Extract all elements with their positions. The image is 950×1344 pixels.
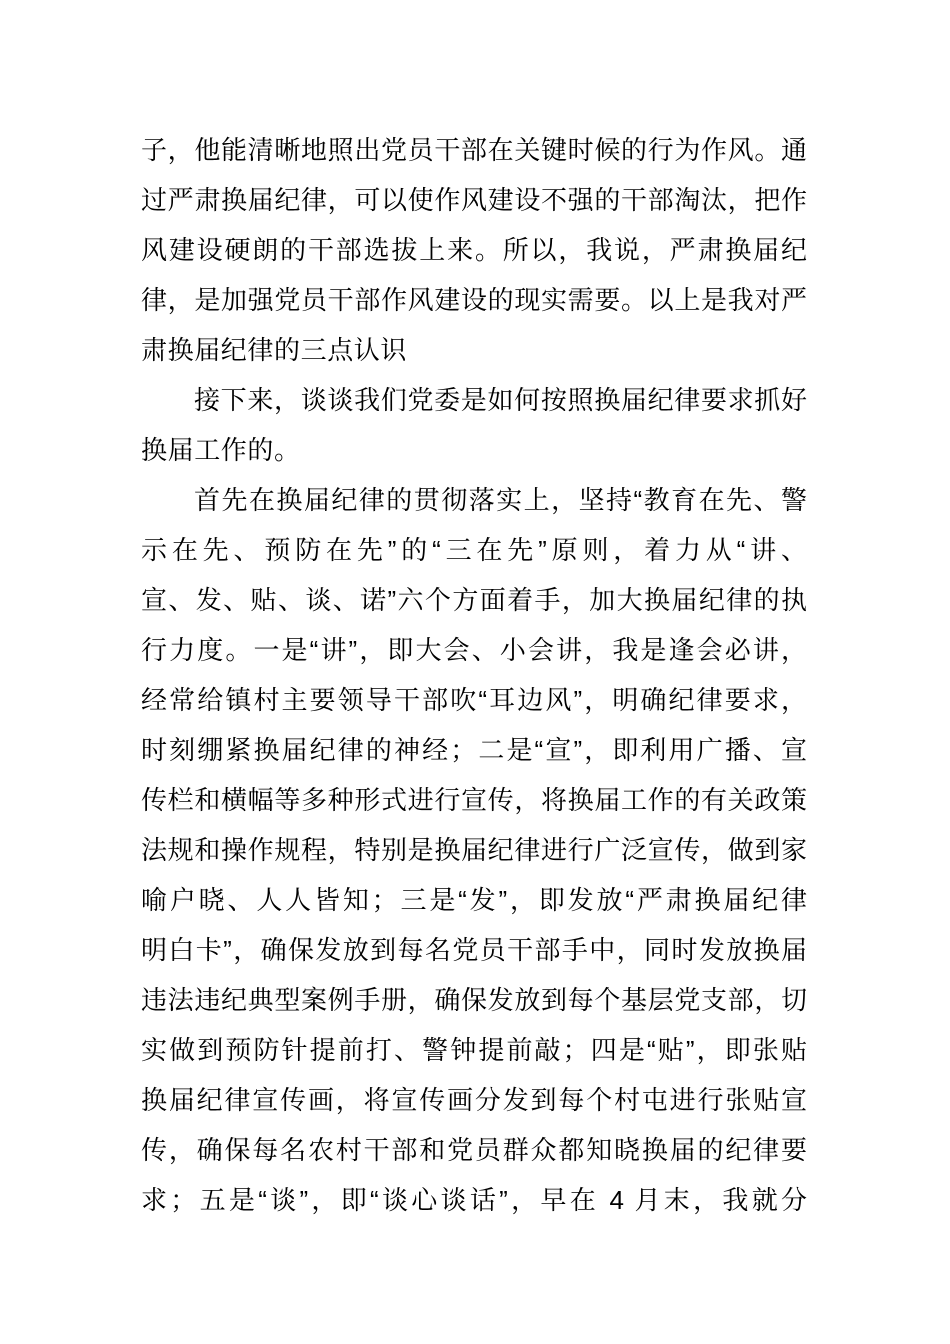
text-line: 经常给镇村主要领导干部吹“耳边风”，明确纪律要求，	[141, 685, 807, 715]
text-line: 传栏和横幅等多种形式进行宣传，将换届工作的有关政策	[141, 785, 807, 815]
text-line: 宣、发、贴、谈、诺”六个方面着手，加大换届纪律的执	[141, 585, 807, 615]
text-line: 传，确保每名农村干部和党员群众都知晓换届的纪律要	[141, 1135, 807, 1165]
text-line: 律，是加强党员干部作风建设的现实需要。以上是我对严	[141, 285, 807, 315]
paragraph	[141, 475, 807, 1225]
text-line: 换届工作的。	[141, 435, 301, 465]
text-line: 子，他能清晰地照出党员干部在关键时候的行为作风。通	[141, 135, 807, 165]
text-line: 喻户晓、人人皆知；三是“发”，即发放“严肃换届纪律	[141, 885, 807, 915]
text-line: 风建设硬朗的干部选拔上来。所以，我说，严肃换届纪	[141, 235, 807, 265]
text-line: 首先在换届纪律的贯彻落实上，坚持“教育在先、警	[194, 485, 807, 515]
paragraph	[141, 125, 807, 375]
text-line: 示在先、预防在先”的“三在先”原则，着力从“讲、	[141, 535, 807, 565]
text-line: 违法违纪典型案例手册，确保发放到每个基层党支部，切	[141, 985, 807, 1015]
text-line: 接下来，谈谈我们党委是如何按照换届纪律要求抓好	[194, 385, 807, 415]
text-line: 求；五是“谈”，即“谈心谈话”，早在 4 月末，我就分	[141, 1185, 807, 1215]
text-line: 过严肃换届纪律，可以使作风建设不强的干部淘汰，把作	[141, 185, 807, 215]
text-line: 时刻绷紧换届纪律的神经；二是“宣”，即利用广播、宣	[141, 735, 807, 765]
text-line: 换届纪律宣传画，将宣传画分发到每个村屯进行张贴宣	[141, 1085, 807, 1115]
text-line: 肃换届纪律的三点认识	[141, 335, 408, 365]
text-line: 实做到预防针提前打、警钟提前敲；四是“贴”，即张贴	[141, 1035, 807, 1065]
document-text-block	[141, 125, 807, 1225]
paragraph	[141, 375, 807, 475]
text-line: 明白卡”，确保发放到每名党员干部手中，同时发放换届	[141, 935, 807, 965]
text-line: 行力度。一是“讲”，即大会、小会讲，我是逢会必讲，	[141, 635, 807, 665]
text-line: 法规和操作规程，特别是换届纪律进行广泛宣传，做到家	[141, 835, 807, 865]
